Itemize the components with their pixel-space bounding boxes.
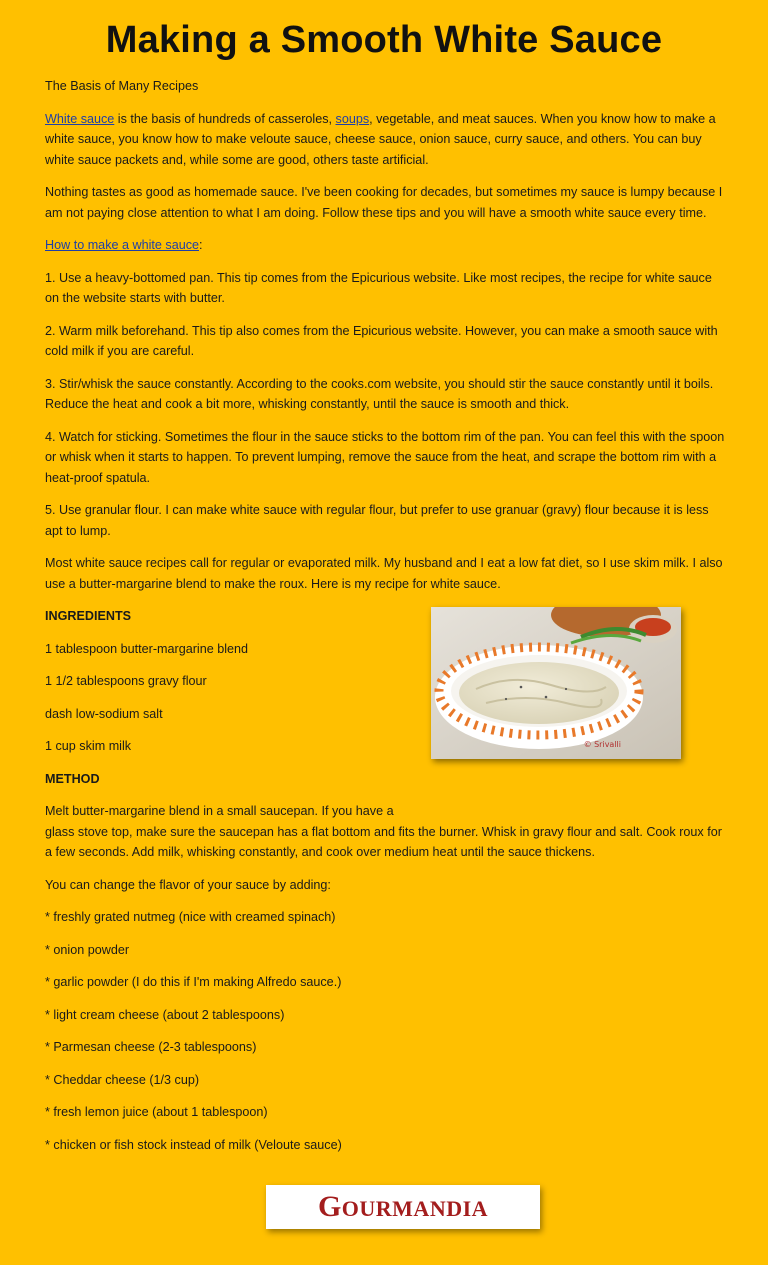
method-line-1: Melt butter-margarine blend in a small saucepan. If you have a — [45, 804, 394, 818]
intro-text-2: , vegetable, and meat sauces. When you know how to make a white sauce, you know how to make veloute sauce, cheese sauce, onion sauce, curry sauce, and others. You can buy white sauce packets and, while some are good, others taste artificial. — [45, 111, 716, 167]
method-heading: METHOD — [45, 771, 100, 786]
method-line-2: glass stove top, make sure the saucepan has a flat bottom and fits the burner. Whisk in gravy flour and salt. Cook roux for a few seconds. Add milk, whisking constantly, and cook over medium heat until the sauce thickens. — [45, 824, 722, 859]
tip-2: 2. Warm milk beforehand. This tip also comes from the Epicurious website. However, you can make a smooth sauce with cold milk if you are careful. — [45, 323, 718, 358]
intro-text-1: is the basis of hundreds of casseroles, — [114, 111, 336, 126]
photo-credit: © Srivalli — [583, 740, 621, 749]
howto-line — [45, 235, 725, 256]
ingredients-heading: INGREDIENTS — [45, 609, 132, 623]
white-sauce-link[interactable]: White sauce — [45, 111, 115, 126]
tip-1: 1. Use a heavy-bottomed pan. This tip comes from the Epicurious website. Like most recipes, the recipe for white sauce on the website starts with butter. — [45, 270, 712, 305]
gourmandia-logo[interactable] — [266, 1185, 540, 1229]
logo-initial: G — [317, 1190, 342, 1223]
flavor-item: * chicken or fish stock instead of milk (Veloute sauce) — [45, 1137, 342, 1152]
sauce-bowl-illustration — [431, 607, 681, 759]
tip-5: 5. Use granular flour. I can make white sauce with regular flour, but prefer to use granuar (gravy) flour because it is less apt to lump. — [45, 503, 709, 538]
page-title: Making a Smooth White Sauce — [105, 19, 663, 61]
logo-text — [318, 1190, 488, 1224]
flavor-item: * fresh lemon juice (about 1 tablespoon) — [45, 1105, 268, 1119]
subtitle: The Basis of Many Recipes — [45, 79, 199, 93]
tip-4: 4. Watch for sticking. Sometimes the flour in the sauce sticks to the bottom rim of the pan. You can feel this with the spoon or whisk when it starts to happen. To prevent lumping, remove the sauce from the heat, and scrape the bottom rim with a heat-proof spatula. — [45, 429, 725, 485]
flavor-item: * garlic powder (I do this if I'm making Alfredo sauce.) — [45, 975, 342, 989]
intro-paragraph — [45, 109, 725, 171]
flavor-item: * onion powder — [45, 942, 130, 957]
howto-link[interactable]: How to make a white sauce — [45, 238, 199, 252]
flavor-intro: You can change the flavor of your sauce by adding: — [45, 877, 331, 892]
flavor-item: * Cheddar cheese (1/3 cup) — [45, 1072, 200, 1087]
soups-link[interactable]: soups — [335, 111, 370, 126]
method-paragraph — [45, 801, 725, 863]
paragraph-skim-milk: Most white sauce recipes call for regular or evaporated milk. My husband and I eat a low fat diet, so I use skim milk. I also use a butter-margarine blend to make the roux. Here is my recipe for white sauce. — [45, 556, 723, 591]
flavor-item: * freshly grated nutmeg (nice with creamed spinach) — [45, 910, 336, 924]
flavor-item: * Parmesan cheese (2-3 tablespoons) — [45, 1040, 257, 1054]
ingredient-item: dash low-sodium salt — [45, 706, 163, 721]
paragraph-homemade: Nothing tastes as good as homemade sauce. I've been cooking for decades, but sometimes my sauce is lumpy because I am not paying close attention to what I am doing. Follow these tips and you will have a smooth white sauce every time. — [45, 185, 723, 220]
howto-suffix: : — [199, 238, 203, 252]
white-sauce-photo — [431, 607, 681, 759]
logo-rest: OURMANDIA — [341, 1196, 489, 1221]
ingredient-item: 1 cup skim milk — [45, 739, 132, 753]
tip-3: 3. Stir/whisk the sauce constantly. According to the cooks.com website, you should stir the sauce constantly until it boils. Reduce the heat and cook a bit more, whisking constantly, until the sauce is smooth and thick. — [45, 376, 714, 411]
ingredient-item: 1 1/2 tablespoons gravy flour — [45, 674, 207, 688]
ingredient-item: 1 tablespoon butter-margarine blend — [45, 641, 249, 656]
flavor-item: * light cream cheese (about 2 tablespoons) — [45, 1007, 285, 1022]
